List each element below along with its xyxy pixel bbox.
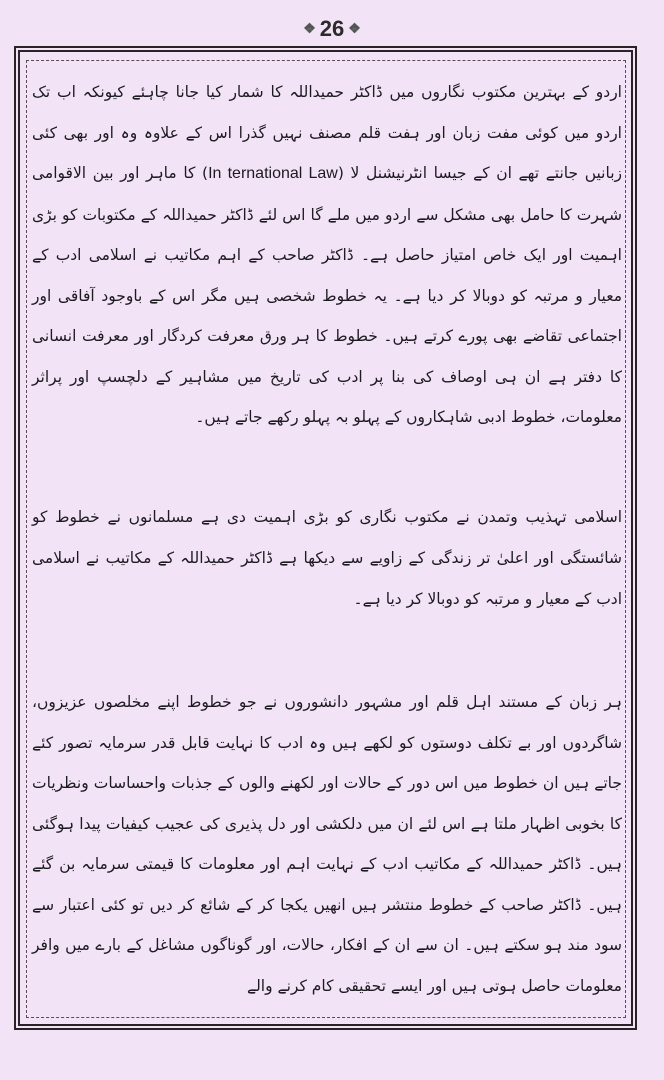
paragraph-2 — [32, 497, 622, 620]
paragraph-3 — [32, 682, 622, 1006]
page-number — [0, 16, 664, 42]
paragraph-2-text: اسلامی تہذیب وتمدن نے مکتوب نگاری کو بڑی اہمیت دی ہے مسلمانوں نے خطوط کو شائستگی اور اعلیٰ تر زندگی کے زاویے سے دیکھا ہے ڈاکٹر حمیداللہ کے مکاتیب نے اسلامی ادب کے معیار و مرتبہ کو دوبالا کر دیا ہے۔ — [32, 508, 622, 608]
page-number-text: 26 — [319, 16, 345, 41]
ornament-left-icon: ❖ — [303, 20, 316, 36]
paragraph-1-part-2: ) کا ماہر اور بین الاقوامی شہرت کا حامل بھی مشکل سے اردو میں ملے گا اس لئے ڈاکٹر حمیداللہ کے مکتوبات کو بڑی اہمیت اور ایک خاص امتیاز حاصل ہے۔ ڈاکٹر صاحب کے اہم مکاتیب نے اسلامی ادب کے معیار و مرتبہ کو دوبالا کر دیا ہے۔ یہ خطوط شخصی ہیں مگر اس کے باوجود آفاقی اور اجتماعی تقاضے بھی پورے کرتے ہیں۔ خطوط کا ہر ورق معرفت کردگار اور معرفت انسانی کا دفتر ہے ان ہی اوصاف کی بنا پر ادب کی تاریخ میں مشاہیر کے دلچسپ اور پراثر معلومات، خطوط ادبی شاہکاروں کے پہلو بہ پہلو رکھے جاتے ہیں۔ — [32, 164, 622, 426]
paragraph-1 — [32, 72, 622, 438]
paragraph-1-part-1: اردو کے بہترین مکتوب نگاروں میں ڈاکٹر حمیداللہ کا شمار کیا جانا چاہئے کیونکہ اب تک اردو میں کوئی مفت زبان اور ہفت قلم مصنف نہیں گذرا اس کے علاوہ وہ اور بھی کئی زبانیں جانتے تھے ان کے جیسا انٹرنیشنل لا ( — [32, 83, 623, 182]
ornament-right-icon: ❖ — [348, 20, 361, 36]
paragraph-3-text: ہر زبان کے مستند اہل قلم اور مشہور دانشوروں نے جو خطوط اپنے مخلصوں عزیزوں، شاگردوں اور بے تکلف دوستوں کو لکھے ہیں وہ ادب کا نہایت قابل قدر سرمایہ تصور کئے جاتے ہیں ان خطوط میں اس دور کے حالات اور لکھنے والوں کے جذبات واحساسات ونظریات کا بخوبی اظہار ملتا ہے اس لئے ان میں دلکشی اور دل پذیری کی عجیب کیفیات پیدا ہوگئی ہیں۔ ڈاکٹر حمیداللہ کے مکاتیب ادب کے نہایت اہم اور معلومات کا قیمتی سرمایہ بن گئے ہیں۔ ڈاکٹر صاحب کے خطوط منتشر ہیں انھیں یکجا کر کے شائع کر دیں تو کئی اعتبار سے سود مند ہو سکتے ہیں۔ ان سے ان کے افکار، حالات، اور گوناگوں مشاغل کے بارے میں وافر معلومات حاصل ہوتی ہیں اور ایسے تحقیقی کام کرنے والے — [32, 693, 622, 995]
latin-term: In ternational Law — [208, 165, 338, 182]
paragraph-1-text — [32, 72, 622, 438]
